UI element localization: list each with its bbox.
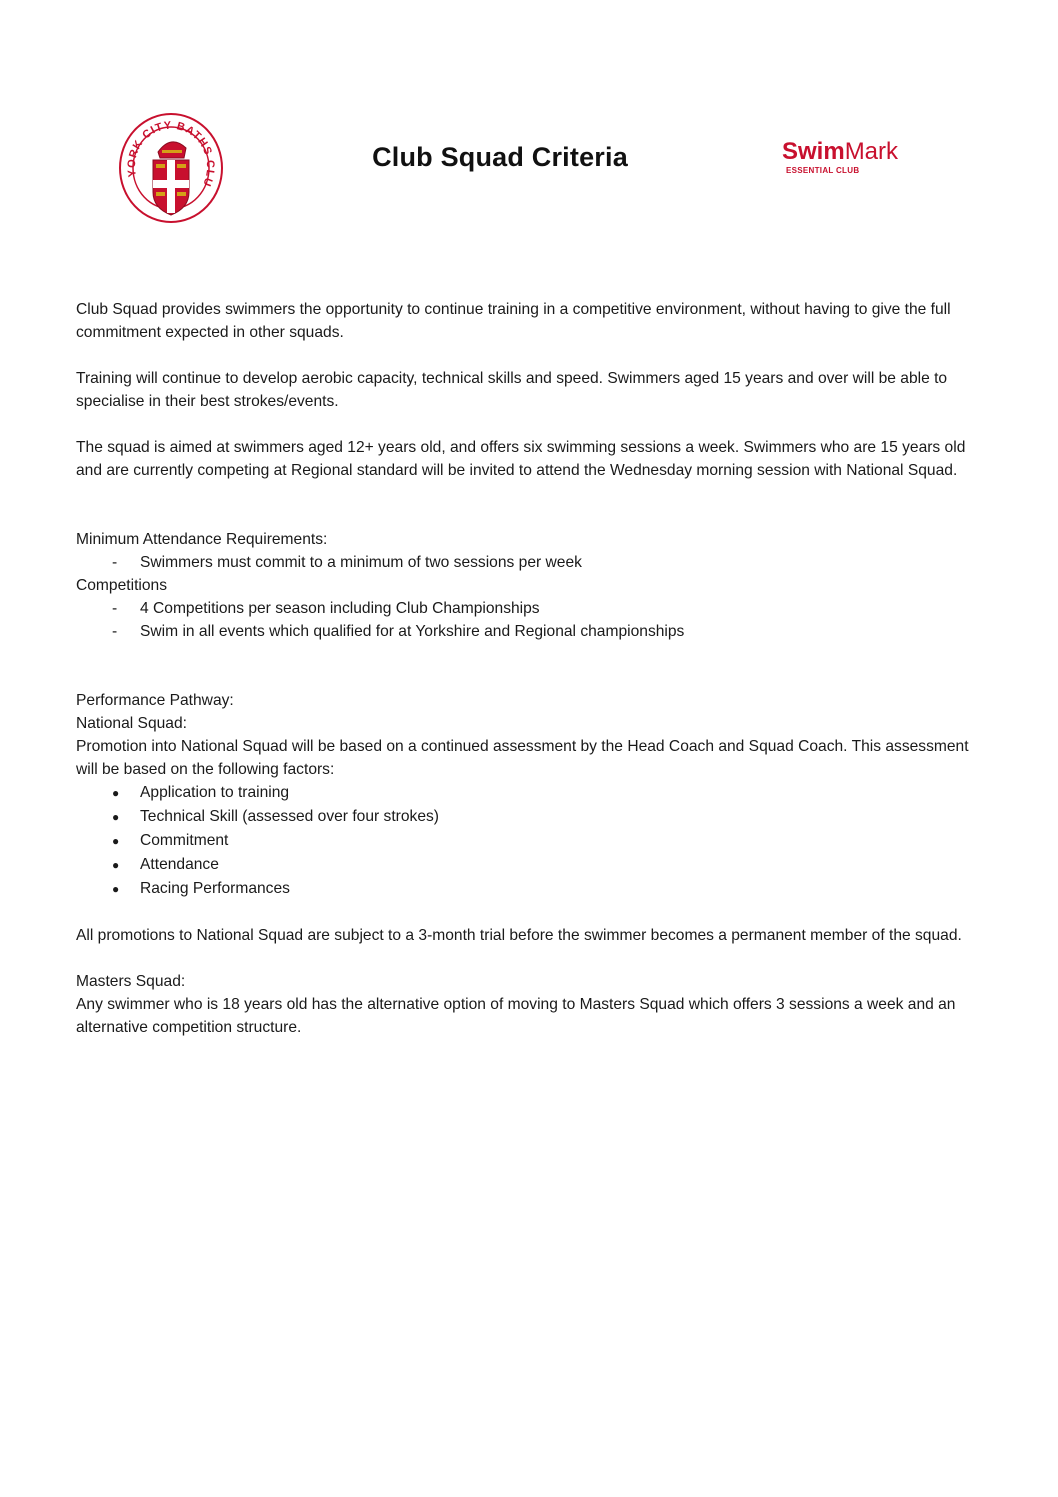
factor-5: Racing Performances: [140, 880, 290, 897]
list-item: [76, 620, 976, 643]
list-item: [76, 781, 976, 805]
competition-item-2: Swim in all events which qualified for at Yorkshire and Regional championships: [140, 623, 685, 640]
document-body: [76, 298, 976, 1039]
assessment-factors-list: [76, 781, 976, 901]
spacer: [76, 643, 976, 666]
pathway-heading: Performance Pathway:: [76, 692, 234, 709]
dash-marker: -: [112, 600, 118, 617]
competitions-heading: Competitions: [76, 577, 168, 594]
factor-2: Technical Skill (assessed over four strokes): [140, 808, 439, 825]
spacer: [76, 505, 976, 528]
bullet-icon: ●: [112, 882, 120, 896]
national-squad-heading: National Squad:: [76, 715, 187, 732]
masters-squad-text: Any swimmer who is 18 years old has the alternative option of moving to Masters Squad which offers 3 sessions a week and an alternative competition structure.: [76, 996, 956, 1036]
page-title: Club Squad Criteria: [372, 142, 628, 172]
bullet-icon: ●: [112, 834, 120, 848]
swimmark-logo: [782, 138, 912, 180]
dash-marker: -: [112, 554, 118, 571]
swimmark-subtitle: ESSENTIAL CLUB: [786, 166, 860, 175]
list-item: [76, 877, 976, 901]
intro-paragraph-2: Training will continue to develop aerobic capacity, technical skills and speed. Swimmers aged 15 years and over will be able to specialise in their best strokes/events.: [76, 370, 948, 410]
competitions-list: [76, 597, 976, 643]
club-crest-logo: [118, 112, 224, 224]
list-item: [76, 551, 976, 574]
spacer: [76, 666, 976, 689]
intro-paragraph-1: Club Squad provides swimmers the opportunity to continue training in a competitive environment, without having to give the full commitment expected in other squads.: [76, 301, 951, 341]
intro-paragraph-3: The squad is aimed at swimmers aged 12+ years old, and offers six swimming sessions a week. Swimmers who are 15 years old and are currently competing at Regional standard will be invited to attend the Wednesday morning session with National Squad.: [76, 439, 966, 479]
national-squad-text: Promotion into National Squad will be based on a continued assessment by the Head Coach and Squad Coach. This assessment will be based on the following factors:: [76, 738, 969, 778]
masters-squad-heading: Masters Squad:: [76, 973, 186, 990]
crest-icon: [118, 112, 224, 224]
factor-1: Application to training: [140, 784, 290, 801]
trial-paragraph: All promotions to National Squad are subject to a 3-month trial before the swimmer becomes a permanent member of the squad.: [76, 927, 962, 944]
dash-marker: -: [112, 623, 118, 640]
attendance-item-1: Swimmers must commit to a minimum of two sessions per week: [140, 554, 582, 571]
factor-3: Commitment: [140, 832, 229, 849]
bullet-icon: ●: [112, 786, 120, 800]
bullet-icon: ●: [112, 858, 120, 872]
swimmark-wordmark: [782, 138, 912, 166]
spacer: [76, 901, 976, 924]
crest-ring-text: YORK CITY BATHS CLU: [125, 119, 217, 189]
list-item: [76, 829, 976, 853]
list-item: [76, 597, 976, 620]
swimmark-swim-text: Swim: [782, 138, 845, 165]
bullet-icon: ●: [112, 810, 120, 824]
factor-4: Attendance: [140, 856, 219, 873]
swimmark-mark-text: Mark: [844, 138, 899, 165]
list-item: [76, 805, 976, 829]
attendance-heading: Minimum Attendance Requirements:: [76, 531, 328, 548]
list-item: [76, 853, 976, 877]
attendance-list: [76, 551, 976, 574]
competition-item-1: 4 Competitions per season including Club Championships: [140, 600, 540, 617]
